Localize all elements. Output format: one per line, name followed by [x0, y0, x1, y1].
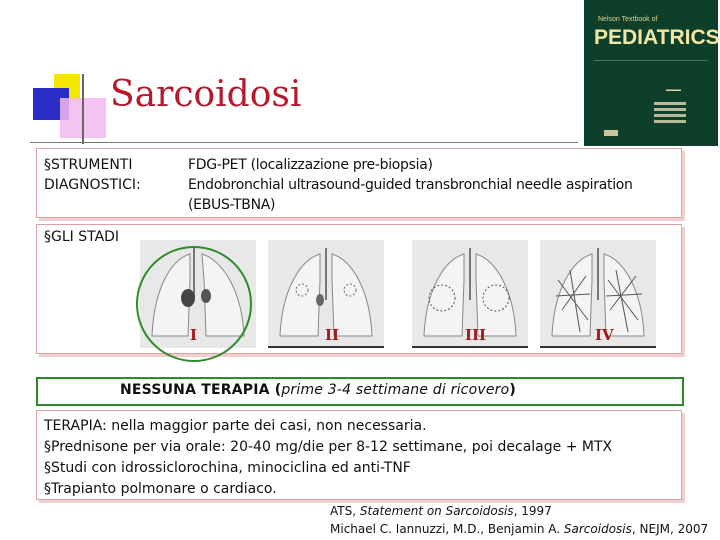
- strumenti-list: [188, 155, 668, 215]
- reference-nejm: Michael C. Iannuzzi, M.D., Benjamin A. Sarcoidosis, NEJM, 2007: [330, 522, 709, 536]
- stage-label-1: I: [190, 326, 198, 344]
- terapia-line: TERAPIA: nella maggior parte dei casi, non necessaria.: [44, 418, 427, 434]
- stage-label-3: III: [465, 326, 487, 344]
- nessuna-terapia-text: NESSUNA TERAPIA (prime 3-4 settimane di ricovero): [120, 382, 516, 398]
- book-title: PEDIATRICS: [594, 26, 720, 49]
- strumenti-line: Endobronchial ultrasound-guided transbronchial needle aspiration: [188, 177, 633, 193]
- stage-underline: [412, 346, 528, 348]
- title-underline: [30, 142, 578, 143]
- stage-underline: [268, 346, 384, 348]
- stage-underline: [540, 346, 656, 348]
- book-publisher-logo: [604, 130, 618, 136]
- reference-ats: ATS, Statement on Sarcoidosis, 1997: [330, 504, 552, 518]
- stage-label-4: IV: [595, 326, 614, 344]
- terapia-line: §Studi con idrossiclorochina, minociclina ed anti-TNF: [44, 460, 411, 476]
- strumenti-line: (EBUS-TBNA): [188, 197, 276, 213]
- book-authors-block: [654, 102, 694, 128]
- stage-1-highlight-circle: [136, 246, 252, 362]
- stage-label-2: II: [325, 326, 340, 344]
- strumenti-label: §STRUMENTI DIAGNOSTICI:: [44, 157, 141, 193]
- stadi-label: §GLI STADI: [44, 229, 120, 245]
- decor-vertical-line: [82, 74, 84, 144]
- terapia-list: [44, 416, 674, 500]
- book-edition-mark: ▬▬▬: [666, 87, 681, 93]
- slide-title: Sarcoidosi: [110, 74, 302, 115]
- terapia-line: §Prednisone per via orale: 20-40 mg/die per 8-12 settimane, poi decalage + MTX: [44, 439, 613, 455]
- strumenti-line: FDG-PET (localizzazione pre-biopsia): [188, 157, 433, 173]
- book-subtitle: Nelson Textbook of: [598, 16, 658, 23]
- terapia-line: §Trapianto polmonare o cardiaco.: [44, 481, 277, 497]
- book-cover-image: [584, 0, 718, 146]
